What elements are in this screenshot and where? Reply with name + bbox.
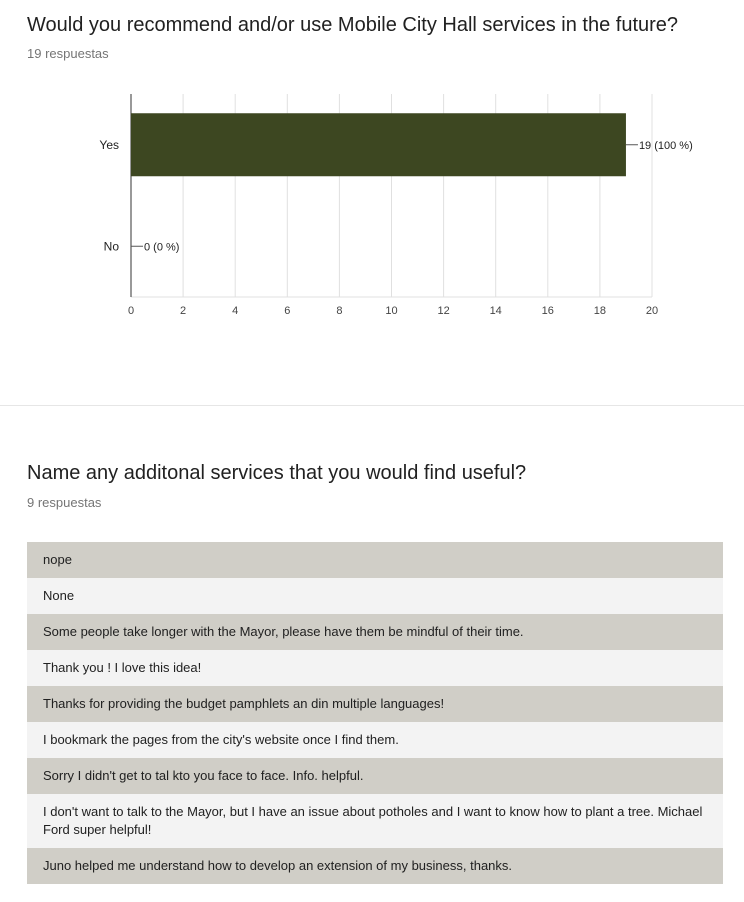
question-title: Name any additonal services that you would find useful? (27, 462, 527, 484)
response-item: nope (27, 542, 723, 578)
category-label: No (103, 239, 119, 254)
bar (131, 113, 626, 176)
tick-label: 20 (645, 305, 659, 317)
tick-label: 18 (593, 305, 607, 317)
category-label: Yes (99, 137, 119, 152)
tick-label: 4 (232, 305, 239, 317)
bar-chart (0, 80, 744, 330)
section-divider (0, 405, 744, 406)
question-title: Would you recommend and/or use Mobile City Hall services in the future? (27, 14, 679, 36)
response-item: Thank you ! I love this idea! (27, 650, 723, 686)
response-item: Sorry I didn't get to tal kto you face to face. Info. helpful. (27, 758, 723, 794)
tick-label: 16 (541, 305, 554, 317)
response-item: Thanks for providing the budget pamphlets an din multiple languages! (27, 686, 723, 722)
chart-bars (131, 113, 626, 176)
tick-label: 2 (180, 305, 187, 317)
tick-label: 8 (336, 305, 343, 317)
response-count: 19 respuestas (27, 46, 109, 61)
data-label: 19 (100 %) (638, 139, 693, 152)
tick-label: 6 (284, 305, 291, 317)
response-item: I don't want to talk to the Mayor, but I have an issue about potholes and I want to know how to plant a tree. Michael Ford super helpful! (27, 794, 723, 848)
tick-label: 12 (437, 305, 450, 317)
response-item: Juno helped me understand how to develop an extension of my business, thanks. (27, 848, 723, 884)
response-count: 9 respuestas (27, 495, 102, 510)
tick-label: 10 (385, 305, 398, 317)
response-item: Some people take longer with the Mayor, please have them be mindful of their time. (27, 614, 723, 650)
response-item: None (27, 578, 723, 614)
data-label: 0 (0 %) (144, 241, 180, 254)
response-item: I bookmark the pages from the city's website once I find them. (27, 722, 723, 758)
tick-label: 14 (489, 305, 502, 317)
tick-label: 0 (127, 305, 135, 317)
response-list (27, 542, 723, 884)
